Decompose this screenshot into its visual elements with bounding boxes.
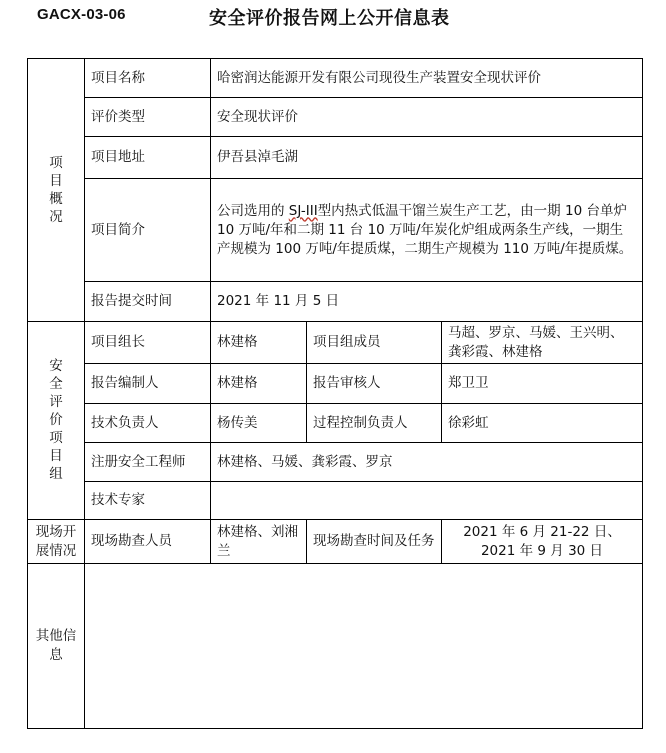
eval-type-value: 安全现状评价 — [211, 98, 643, 137]
row-leader — [28, 322, 643, 364]
submit-time-label: 报告提交时间 — [85, 282, 211, 322]
intro-text-rest: 型内热式低温干馏兰炭生产工艺，由一期 10 台单炉 10 万吨/年和二期 11 台 10 万吨/年炭化炉组成两条生产线，一期生产规模为 100 万吨/年提质煤，二期生产规模为 110 万吨/年提质煤。 — [217, 202, 633, 257]
surveyors-label: 现场勘查人员 — [85, 520, 211, 564]
document-title: 安全评价报告网上公开信息表 — [209, 8, 450, 29]
surveyors-value: 林建格、刘湘兰 — [211, 520, 307, 564]
experts-value — [211, 482, 643, 520]
members-label: 项目组成员 — [307, 322, 442, 364]
survey-time-label: 现场勘查时间及任务 — [307, 520, 442, 564]
document-code: GACX-03-06 — [37, 6, 126, 23]
intro-text-prefix: 公司选用的 — [217, 202, 289, 219]
row-eval-type — [28, 98, 643, 137]
survey-time-value: 2021 年 6 月 21-22 日、2021 年 9 月 30 日 — [442, 520, 643, 564]
engineers-value: 林建格、马媛、龚彩霞、罗京 — [211, 443, 643, 482]
other-content — [85, 564, 643, 729]
row-experts — [28, 482, 643, 520]
section-site: 现场开展情况 — [28, 520, 85, 564]
leader-value: 林建格 — [211, 322, 307, 364]
row-site — [28, 520, 643, 564]
intro-label: 项目简介 — [85, 179, 211, 282]
leader-label: 项目组长 — [85, 322, 211, 364]
project-name-label: 项目名称 — [85, 59, 211, 98]
address-value: 伊吾县淖毛湖 — [211, 137, 643, 179]
project-name-value: 哈密润达能源开发有限公司现役生产装置安全现状评价 — [211, 59, 643, 98]
row-address — [28, 137, 643, 179]
row-author — [28, 364, 643, 404]
row-intro — [28, 179, 643, 282]
address-label: 项目地址 — [85, 137, 211, 179]
process-lead-label: 过程控制负责人 — [307, 404, 442, 443]
row-project-name — [28, 59, 643, 98]
tech-lead-value: 杨传美 — [211, 404, 307, 443]
process-lead-value: 徐彩虹 — [442, 404, 643, 443]
members-value: 马超、罗京、马媛、王兴明、龚彩霞、林建格 — [442, 322, 643, 364]
row-other — [28, 564, 643, 729]
row-tech-lead — [28, 404, 643, 443]
section-team — [28, 322, 85, 520]
engineers-label: 注册安全工程师 — [85, 443, 211, 482]
submit-time-value: 2021 年 11 月 5 日 — [211, 282, 643, 322]
eval-type-label: 评价类型 — [85, 98, 211, 137]
author-label: 报告编制人 — [85, 364, 211, 404]
intro-model-code: SJ-III — [288, 202, 318, 219]
section-label-overview: 项目概况 — [49, 154, 63, 225]
reviewer-label: 报告审核人 — [307, 364, 442, 404]
row-submit-time — [28, 282, 643, 322]
intro-value — [211, 179, 643, 282]
author-value: 林建格 — [211, 364, 307, 404]
section-project-overview — [28, 59, 85, 322]
reviewer-value: 郑卫卫 — [442, 364, 643, 404]
info-table — [27, 58, 643, 729]
section-other: 其他信息 — [28, 564, 85, 729]
experts-label: 技术专家 — [85, 482, 211, 520]
row-engineers — [28, 443, 643, 482]
section-label-team: 安全评价项目组 — [49, 358, 63, 482]
tech-lead-label: 技术负责人 — [85, 404, 211, 443]
